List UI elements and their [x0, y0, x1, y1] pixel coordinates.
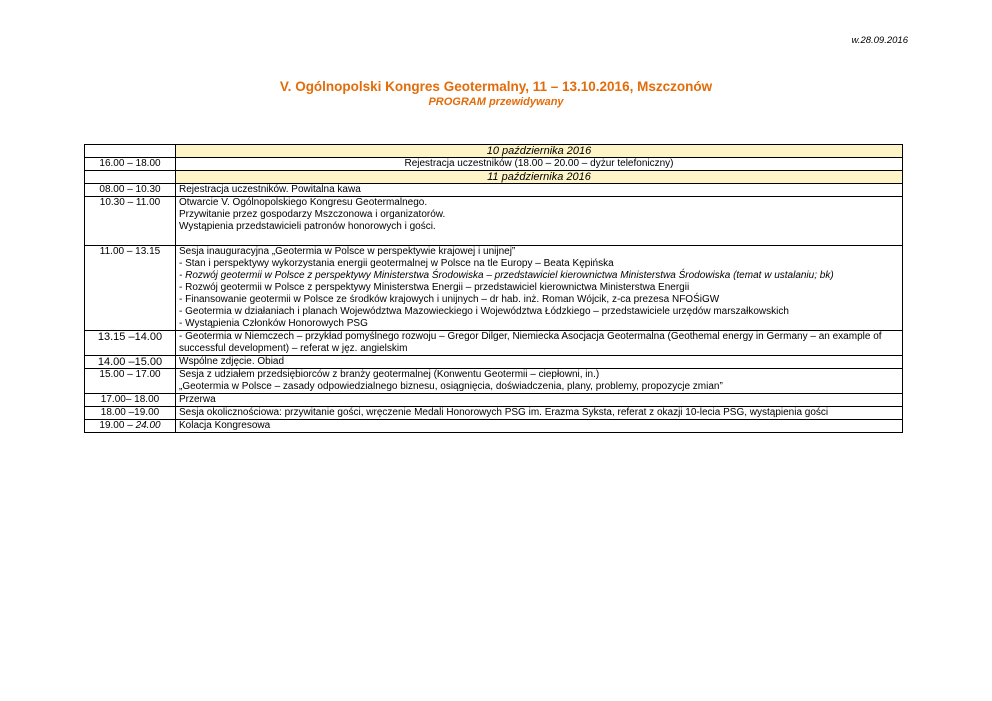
version-date: w.28.09.2016: [851, 35, 908, 46]
session-line: Rejestracja uczestników. Powitalna kawa: [179, 184, 361, 195]
session-cell: Rejestracja uczestników (18.00 – 20.00 – dyżur telefoniczny): [176, 158, 903, 171]
time-cell: 15.00 – 17.00: [85, 369, 176, 394]
time-cell: [85, 420, 176, 433]
page-subtitle: PROGRAM przewidywany: [428, 96, 564, 108]
session-cell: [176, 184, 903, 197]
table-row: [85, 369, 903, 394]
program-table: [84, 144, 903, 433]
day-header-2: 11 października 2016: [176, 171, 903, 184]
empty-cell: [85, 171, 176, 184]
time-cell: 16.00 – 18.00: [85, 158, 176, 171]
session-line: - Geotermia w Niemczech – przykład pomyślnego rozwoju – Gregor Dilger, Niemiecka Asocjacja Geotermalna (Geothemal energy in Germany – an example of successful development) – referat w jęz. angielskim: [179, 331, 882, 354]
session-cell: [176, 356, 903, 369]
session-line: Wspólne zdjęcie. Obiad: [179, 356, 285, 367]
session-cell: [176, 420, 903, 433]
time-cell: 18.00 –19.00: [85, 407, 176, 420]
time-cell: 17.00– 18.00: [85, 394, 176, 407]
time-cell: 13.15 –14.00: [85, 331, 176, 356]
session-line: Sesja okolicznościowa: przywitanie gości, wręczenie Medali Honorowych PSG im. Erazma Syksta, referat z okazji 10-lecia PSG, wystąpienia gości: [179, 407, 829, 418]
session-line: Sesja z udziałem przedsiębiorców z branży geotermalnej (Konwentu Geotermii – ciepłowni, in.): [179, 369, 600, 380]
session-cell: [176, 331, 903, 356]
page-title: V. Ogólnopolski Kongres Geotermalny, 11 – 13.10.2016, Mszczonów: [279, 79, 713, 94]
time-cell: 11.00 – 13.15: [85, 246, 176, 331]
table-row: [85, 420, 903, 433]
time-cell: 08.00 – 10.30: [85, 184, 176, 197]
table-row: [85, 394, 903, 407]
table-row: [85, 331, 903, 356]
empty-cell: [85, 145, 176, 158]
session-line: Wystąpienia przedstawicieli patronów honorowych i gości.: [179, 221, 436, 232]
session-line: - Wystąpienia Członków Honorowych PSG: [179, 318, 368, 329]
table-row: [85, 407, 903, 420]
day-header-row: [85, 171, 903, 184]
session-line: Przywitanie przez gospodarzy Mszczonowa i organizatorów.: [179, 209, 446, 220]
session-line: - Finansowanie geotermii w Polsce ze środków krajowych i unijnych – dr hab. inż. Roman Wójcik, z-ca prezesa NFOŚiGW: [179, 294, 720, 305]
session-cell: [176, 369, 903, 394]
session-cell: [176, 246, 903, 331]
table-row: [85, 246, 903, 331]
table-row: [85, 184, 903, 197]
session-cell: [176, 407, 903, 420]
time-cell: 10.30 – 11.00: [85, 197, 176, 246]
day-header-1: 10 października 2016: [176, 145, 903, 158]
session-cell: [176, 394, 903, 407]
time-cell: 14.00 –15.00: [85, 356, 176, 369]
time-end: 24.00: [135, 420, 161, 431]
session-cell: [176, 197, 903, 246]
session-line: Przerwa: [179, 394, 216, 405]
session-line: Sesja inauguracyjna „Geotermia w Polsce w perspektywie krajowej i unijnej”: [179, 246, 516, 257]
session-line: - Rozwój geotermii w Polsce z perspektywy Ministerstwa Energii – przedstawiciel kierownictwa Ministerstwa Energii: [179, 282, 690, 293]
session-line: Kolacja Kongresowa: [179, 420, 271, 431]
session-line: „Geotermia w Polsce – zasady odpowiedzialnego biznesu, osiągnięcia, doświadczenia, plany, problemy, propozycje zmian”: [179, 381, 723, 392]
table-row: [85, 197, 903, 246]
time-start: 19.00 –: [99, 420, 136, 431]
session-line: - Rozwój geotermii w Polsce z perspektywy Ministerstwa Środowiska – przedstawiciel kierownictwa Ministerstwa Środowiska (temat w ustalaniu; bk): [179, 270, 834, 281]
spacer: [179, 233, 899, 245]
table-row: [85, 356, 903, 369]
day-header-row: [85, 145, 903, 158]
table-row: [85, 158, 903, 171]
session-line: - Stan i perspektywy wykorzystania energii geotermalnej w Polsce na tle Europy – Beata Kępińska: [179, 258, 614, 269]
session-line: Otwarcie V. Ogólnopolskiego Kongresu Geotermalnego.: [179, 197, 428, 208]
session-line: - Geotermia w działaniach i planach Województwa Mazowieckiego i Województwa Łódzkiego – przedstawiciele urzędów marszałkowskich: [179, 306, 789, 317]
